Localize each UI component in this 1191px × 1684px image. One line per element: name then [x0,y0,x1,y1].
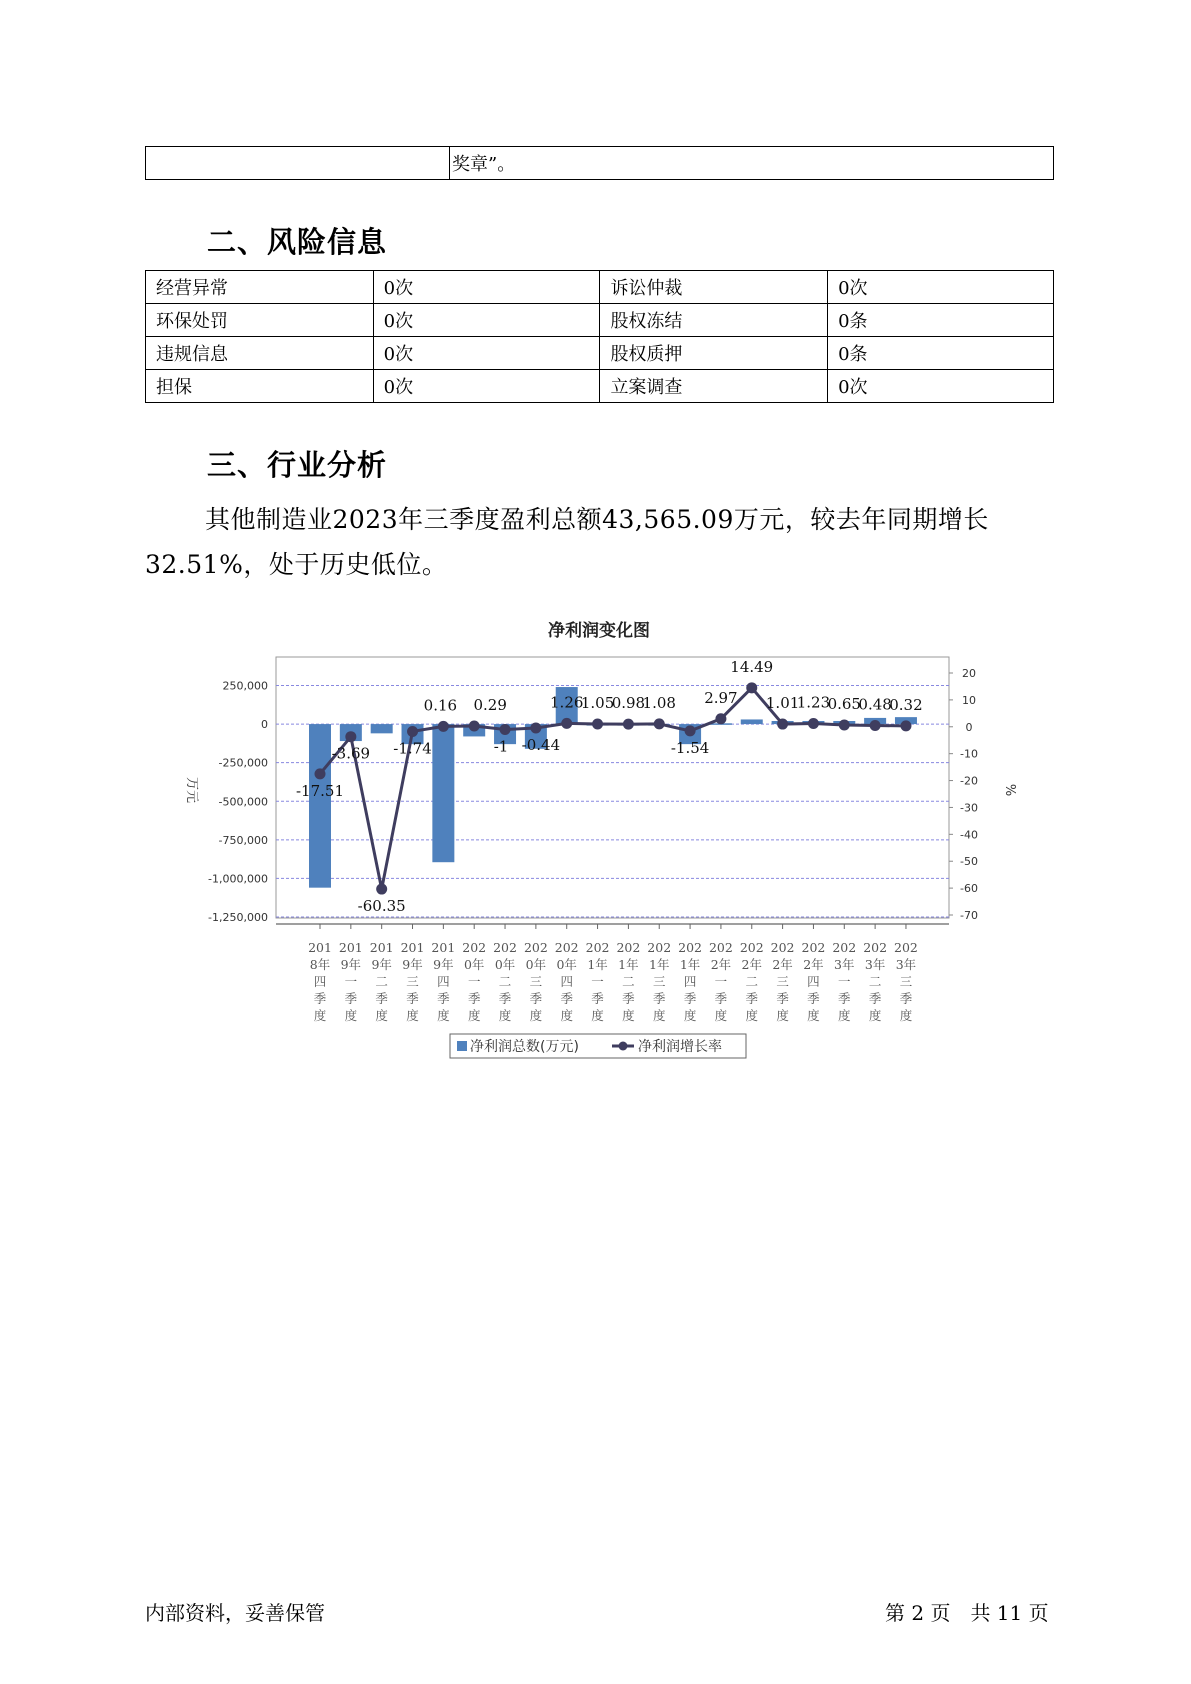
x-tick-label: 3年 [864,957,886,972]
x-tick-label: 季 [560,991,573,1006]
bar [432,724,454,862]
x-tick-label: 度 [683,1008,697,1023]
risk-item-value: 0次 [373,370,600,403]
x-tick-label: 201 [369,940,394,955]
x-tick-label: 季 [714,991,728,1006]
x-tick-label: 季 [838,991,851,1006]
risk-item-value: 0次 [373,337,600,370]
x-tick-label: 季 [652,991,666,1006]
y2-tick-label: 0 [965,720,973,734]
data-label: 1.26 [550,693,584,712]
x-tick-label: 9年 [402,957,423,972]
growth-rate-point [469,720,480,731]
x-tick-label: 季 [807,991,820,1006]
growth-rate-point [715,713,726,724]
x-tick-label: 度 [467,1008,481,1023]
x-tick-label: 202 [708,940,733,955]
bar [371,724,393,733]
data-label: 1.01 [765,694,800,713]
data-label: -3.69 [331,744,371,763]
growth-rate-point [870,720,881,731]
footer-left: 内部资料，妥善保管 [145,1601,325,1625]
x-tick-label: 季 [591,991,604,1006]
x-tick-label: 度 [313,1008,327,1023]
risk-item-value: 0次 [373,304,600,337]
y-tick-label: 250,000 [222,679,268,693]
risk-item-label: 立案调查 [600,370,828,403]
y2-tick-label: -50 [960,855,978,869]
x-tick-label: 202 [678,940,703,955]
data-label: -1.74 [393,739,432,758]
x-tick-label: 二 [745,974,759,989]
growth-rate-point [746,682,757,693]
x-tick-label: 201 [308,940,332,955]
x-tick-label: 季 [868,991,882,1006]
y2-tick-label: -70 [960,909,978,922]
x-tick-label: 四 [313,974,327,989]
x-tick-label: 0年 [556,957,577,972]
x-tick-label: 0年 [463,957,485,972]
x-tick-label: 度 [776,1008,789,1023]
risk-item-label: 经营异常 [146,271,374,304]
x-tick-label: 202 [739,940,764,955]
x-tick-label: 度 [652,1008,666,1023]
top-table-text: 奖章”。 [452,154,516,175]
growth-rate-point [808,718,819,729]
growth-rate-point [407,726,418,737]
risk-item-label: 股权冻结 [600,304,828,337]
x-tick-label: 一 [344,974,358,989]
x-tick-label: 季 [529,991,543,1006]
x-tick-label: 季 [406,991,419,1006]
x-tick-label: 度 [868,1008,882,1023]
x-tick-label: 3年 [895,957,917,972]
y-tick-label: 0 [261,718,268,732]
x-tick-label: 二 [622,974,635,989]
x-tick-label: 度 [437,1008,450,1023]
data-label: 0.98 [611,694,646,713]
risk-item-value: 0条 [828,337,1054,370]
growth-rate-point [900,720,911,731]
y-tick-label: -1,250,000 [208,911,268,924]
x-tick-label: 季 [498,991,512,1006]
x-tick-label: 9年 [433,957,454,972]
x-tick-label: 9年 [340,957,362,972]
data-label: 2.97 [704,688,738,707]
footer-right: 第 2 页 共 11 页 [885,1601,1049,1625]
x-tick-label: 度 [807,1008,820,1023]
x-tick-label: 度 [498,1008,512,1023]
x-tick-label: 202 [616,940,641,955]
x-tick-label: 三 [529,974,543,989]
data-label: 0.29 [473,695,507,714]
y2-tick-label: 10 [962,693,976,707]
x-tick-label: 度 [714,1008,728,1023]
x-tick-label: 一 [467,974,481,989]
growth-rate-point [561,718,572,729]
risk-item-value: 0次 [828,370,1054,403]
x-tick-label: 202 [462,940,487,955]
y2-axis-label: % [1002,783,1017,797]
x-tick-label: 201 [400,940,425,955]
x-tick-label: 202 [493,940,517,955]
x-tick-label: 度 [591,1008,604,1023]
x-tick-label: 一 [714,974,728,989]
data-label: -1 [493,737,509,756]
section-heading-industry: 三、行业分析 [207,448,388,482]
y2-tick-label: -60 [960,882,978,896]
chart-title: 净利润变化图 [548,621,650,641]
x-tick-label: 度 [838,1008,851,1023]
growth-rate-point [315,768,326,779]
x-tick-label: 1年 [649,957,670,972]
x-tick-label: 2年 [772,957,793,972]
x-tick-label: 一 [591,974,604,989]
data-label: 0.32 [889,695,923,714]
x-tick-label: 四 [560,974,573,989]
risk-item-label: 违规信息 [146,337,374,370]
x-tick-label: 四 [437,974,450,989]
x-tick-label: 9年 [371,957,392,972]
data-label: -17.51 [295,781,345,800]
y2-tick-label: -40 [960,828,978,842]
x-tick-label: 二 [375,974,388,989]
legend-bar-label: 净利润总数(万元) [470,1039,579,1055]
y2-tick-label: 20 [962,667,976,680]
x-tick-label: 度 [375,1008,388,1023]
x-tick-label: 202 [863,940,888,955]
growth-rate-point [839,720,850,731]
x-tick-label: 2年 [741,957,762,972]
y-tick-label: -250,000 [218,756,268,770]
x-tick-label: 3年 [834,957,855,972]
x-tick-label: 季 [622,991,635,1006]
x-tick-label: 度 [622,1008,635,1023]
x-tick-label: 1年 [618,957,639,972]
x-tick-label: 202 [647,940,672,955]
growth-rate-point [592,718,603,729]
bar [309,724,331,888]
data-label: -1.54 [670,738,710,757]
x-tick-label: 四 [683,974,697,989]
x-tick-label: 三 [406,974,419,989]
x-tick-label: 1年 [679,957,701,972]
risk-item-label: 诉讼仲裁 [600,271,828,304]
x-tick-label: 202 [523,940,548,955]
growth-rate-point [623,719,634,730]
x-tick-label: 8年 [309,957,331,972]
data-label: 0.48 [858,695,892,714]
bar [741,719,763,724]
x-tick-label: 202 [770,940,795,955]
x-tick-label: 度 [560,1008,573,1023]
x-tick-label: 三 [899,974,913,989]
growth-rate-point [376,884,387,895]
growth-rate-point [530,722,541,733]
x-tick-label: 202 [585,940,610,955]
data-label: 0.16 [423,696,458,715]
legend-bar-swatch [457,1041,467,1051]
growth-rate-point [345,731,356,742]
x-tick-label: 202 [894,940,918,955]
x-tick-label: 二 [498,974,512,989]
y-tick-label: -750,000 [218,833,268,847]
x-tick-label: 季 [467,991,481,1006]
x-tick-label: 202 [832,940,857,955]
x-tick-label: 二 [868,974,882,989]
y-tick-label: -500,000 [218,795,268,809]
y2-tick-label: -10 [960,747,978,761]
data-label: 14.49 [730,657,774,676]
x-tick-label: 201 [338,940,363,955]
x-tick-label: 三 [652,974,666,989]
y-axis-label: 万元 [184,776,199,804]
x-tick-label: 季 [313,991,327,1006]
x-tick-label: 度 [344,1008,358,1023]
risk-item-label: 担保 [146,370,374,403]
x-tick-label: 季 [776,991,789,1006]
growth-rate-point [654,718,665,729]
x-tick-label: 季 [437,991,450,1006]
risk-item-label: 环保处罚 [146,304,374,337]
growth-rate-point [777,719,788,730]
x-tick-label: 度 [529,1008,543,1023]
x-tick-label: 202 [801,940,826,955]
growth-rate-point [500,724,511,735]
x-tick-label: 四 [807,974,820,989]
x-tick-label: 2年 [803,957,824,972]
x-tick-label: 0年 [494,957,516,972]
y2-tick-label: -20 [960,774,978,788]
x-tick-label: 季 [745,991,759,1006]
data-label: 1.23 [796,693,831,712]
x-tick-label: 季 [344,991,358,1006]
growth-rate-point [438,721,449,732]
x-tick-label: 三 [776,974,789,989]
risk-item-label: 股权质押 [600,337,828,370]
section-heading-risk: 二、风险信息 [207,225,388,259]
x-tick-label: 度 [899,1008,913,1023]
data-label: -0.44 [521,735,561,754]
x-tick-label: 度 [406,1008,419,1023]
data-label: 1.08 [642,693,676,712]
risk-item-value: 0次 [828,271,1054,304]
data-label: 1.05 [580,693,615,712]
x-tick-label: 2年 [710,957,732,972]
risk-item-value: 0条 [828,304,1054,337]
industry-paragraph-text: 其他制造业2023年三季度盈利总额43,565.09万元，较去年同期增长32.51%，处于历史低位。 [145,505,989,579]
x-tick-label: 季 [899,991,913,1006]
y-tick-label: -1,000,000 [208,872,268,886]
growth-rate-point [685,725,696,736]
x-tick-label: 季 [375,991,388,1006]
risk-item-value: 0次 [373,271,600,304]
x-tick-label: 0年 [525,957,547,972]
x-tick-label: 度 [745,1008,759,1023]
x-tick-label: 202 [554,940,579,955]
x-tick-label: 201 [431,940,456,955]
x-tick-label: 季 [683,991,697,1006]
data-label: 0.65 [827,695,861,714]
legend-line-marker [619,1042,628,1051]
legend-line-label: 净利润增长率 [638,1039,722,1055]
x-tick-label: 一 [838,974,851,989]
x-tick-label: 1年 [587,957,608,972]
y2-tick-label: -30 [960,801,978,815]
data-label: -60.35 [357,897,406,916]
